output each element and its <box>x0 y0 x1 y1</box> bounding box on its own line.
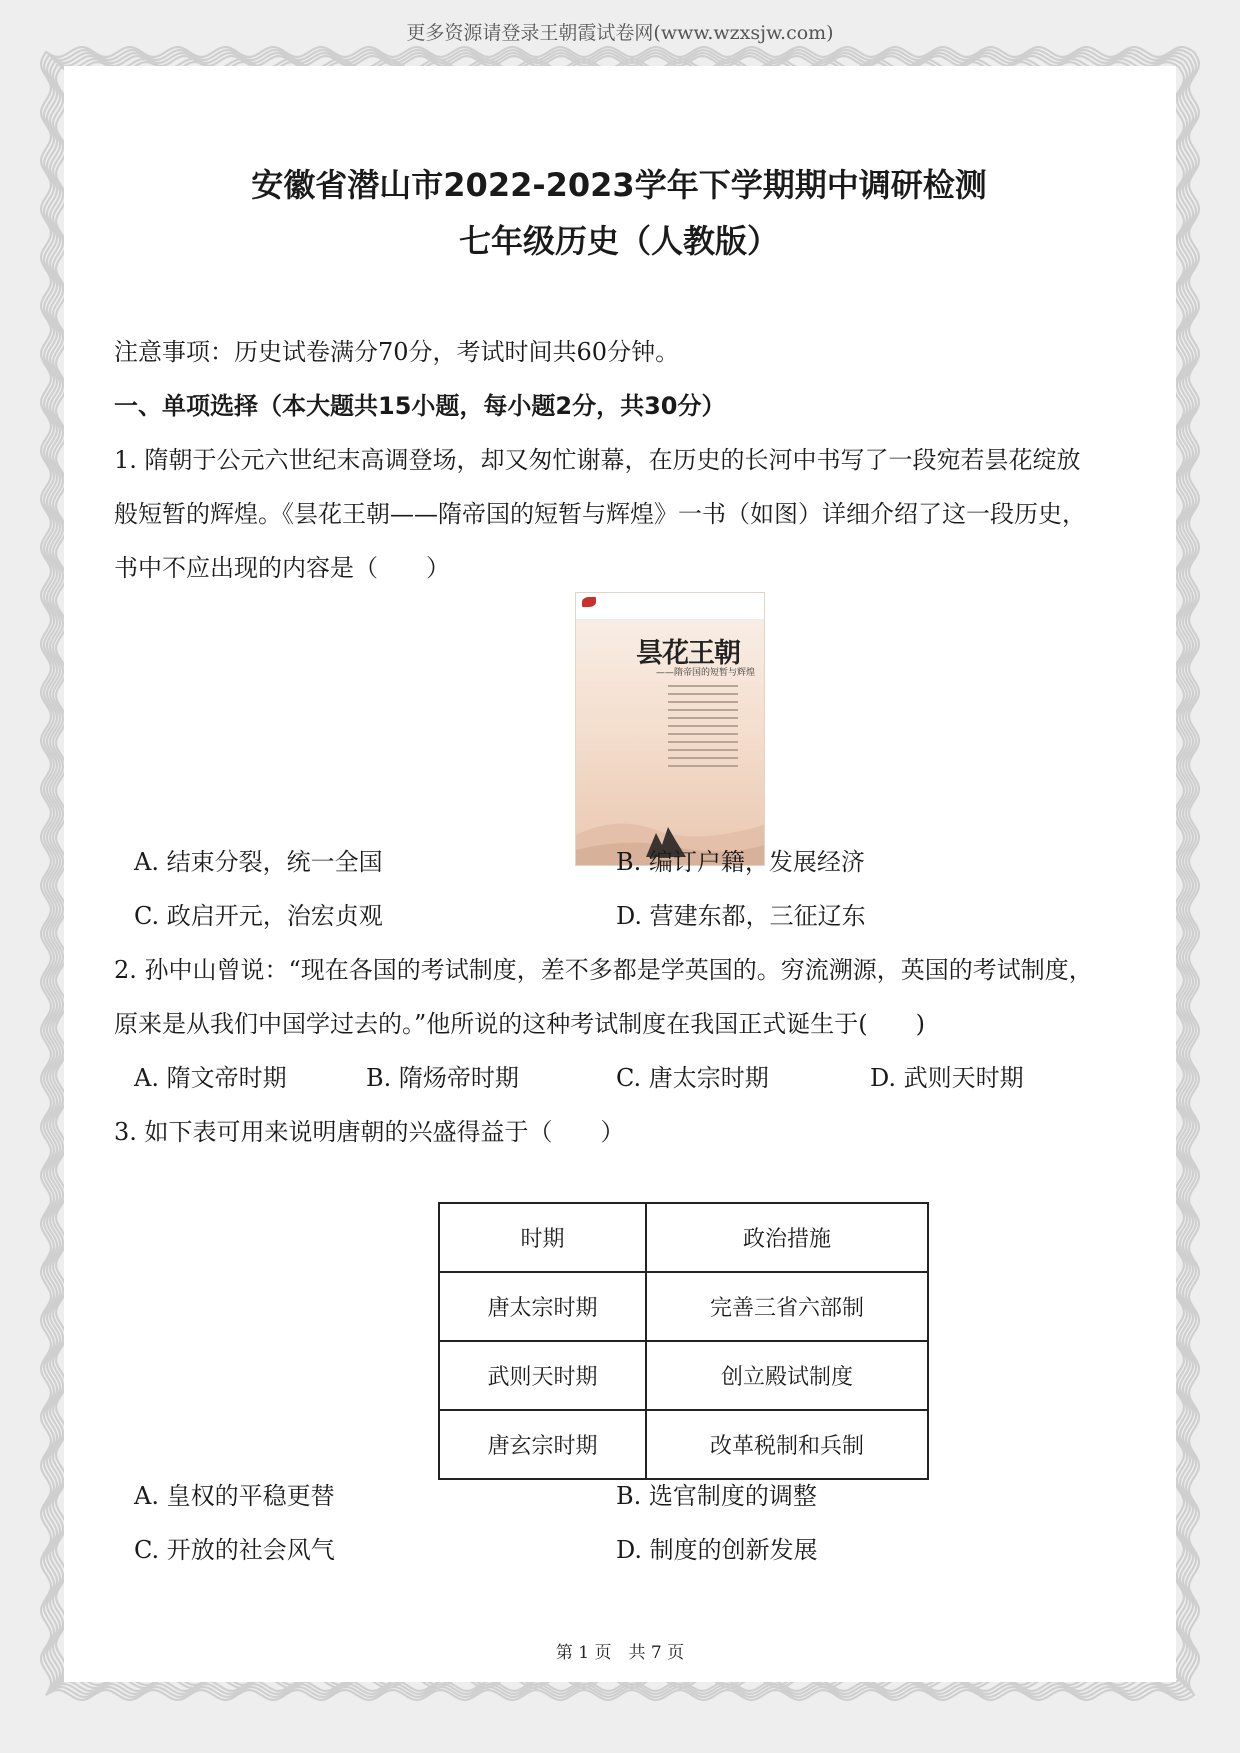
q1-line-2: 般短暂的辉煌。《昙花王朝——隋帝国的短暂与辉煌》一书（如图）详细介绍了这一段历史， <box>114 500 1086 528</box>
q1-option-c: C. 政启开元，治宏贞观 <box>134 902 383 930</box>
table-cell: 唐太宗时期 <box>439 1272 646 1341</box>
publisher-logo-icon <box>582 597 596 607</box>
table-row <box>439 1272 928 1341</box>
book-cover-image <box>575 592 765 866</box>
page-footer: 第 1 页 共 7 页 <box>555 1643 685 1663</box>
q2-option-c: C. 唐太宗时期 <box>616 1064 769 1092</box>
book-cover-subtitle: ——隋帝国的短暂与辉煌 <box>656 668 756 678</box>
q1-option-d: D. 营建东都，三征辽东 <box>616 902 866 930</box>
table-header-cell: 时期 <box>439 1203 646 1272</box>
q2-option-a: A. 隋文帝时期 <box>134 1064 287 1092</box>
q3-option-c: C. 开放的社会风气 <box>134 1536 335 1564</box>
cover-contents-lines <box>668 685 738 773</box>
q2-line-2: 原来是从我们中国学过去的。”他所说的这种考试制度在我国正式诞生于( ) <box>114 1010 925 1038</box>
exam-subtitle: 七年级历史（人教版） <box>458 222 779 260</box>
q3-table <box>438 1202 929 1480</box>
exam-title: 安徽省潜山市2022-2023学年下学期期中调研检测 <box>251 166 987 204</box>
q3-line-1: 3. 如下表可用来说明唐朝的兴盛得益于（ ） <box>114 1118 625 1146</box>
q2-option-b: B. 隋炀帝时期 <box>366 1064 519 1092</box>
q3-option-b: B. 选官制度的调整 <box>616 1482 817 1510</box>
table-row <box>439 1341 928 1410</box>
table-header-row <box>439 1203 928 1272</box>
table-cell: 完善三省六部制 <box>646 1272 928 1341</box>
q1-line-1: 1. 隋朝于公元六世纪末高调登场，却又匆忙谢幕，在历史的长河中书写了一段宛若昙花绽放 <box>114 446 1081 474</box>
table-cell: 唐玄宗时期 <box>439 1410 646 1479</box>
q1-line-3: 书中不应出现的内容是（ ） <box>114 554 450 582</box>
table-row <box>439 1410 928 1479</box>
q2-option-d: D. 武则天时期 <box>870 1064 1024 1092</box>
q3-option-d: D. 制度的创新发展 <box>616 1536 818 1564</box>
table-cell: 创立殿试制度 <box>646 1341 928 1410</box>
exam-page <box>64 66 1176 1682</box>
q3-option-a: A. 皇权的平稳更替 <box>134 1482 335 1510</box>
q2-line-1: 2. 孙中山曾说：“现在各国的考试制度，差不多都是学英国的。穷流溯源，英国的考试制度， <box>114 956 1093 984</box>
q1-option-a: A. 结束分裂，统一全国 <box>134 848 383 876</box>
table-cell: 武则天时期 <box>439 1341 646 1410</box>
book-cover-title: 昙花王朝 <box>636 638 740 669</box>
table-cell: 改革税制和兵制 <box>646 1410 928 1479</box>
table-header-cell: 政治措施 <box>646 1203 928 1272</box>
section-heading: 一、单项选择（本大题共15小题，每小题2分，共30分） <box>114 392 726 420</box>
notice-text: 注意事项：历史试卷满分70分，考试时间共60分钟。 <box>114 338 680 366</box>
watermark-header: 更多资源请登录王朝霞试卷网(www.wzxsjw.com) <box>406 22 834 44</box>
q1-option-b: B. 编订户籍，发展经济 <box>616 848 865 876</box>
